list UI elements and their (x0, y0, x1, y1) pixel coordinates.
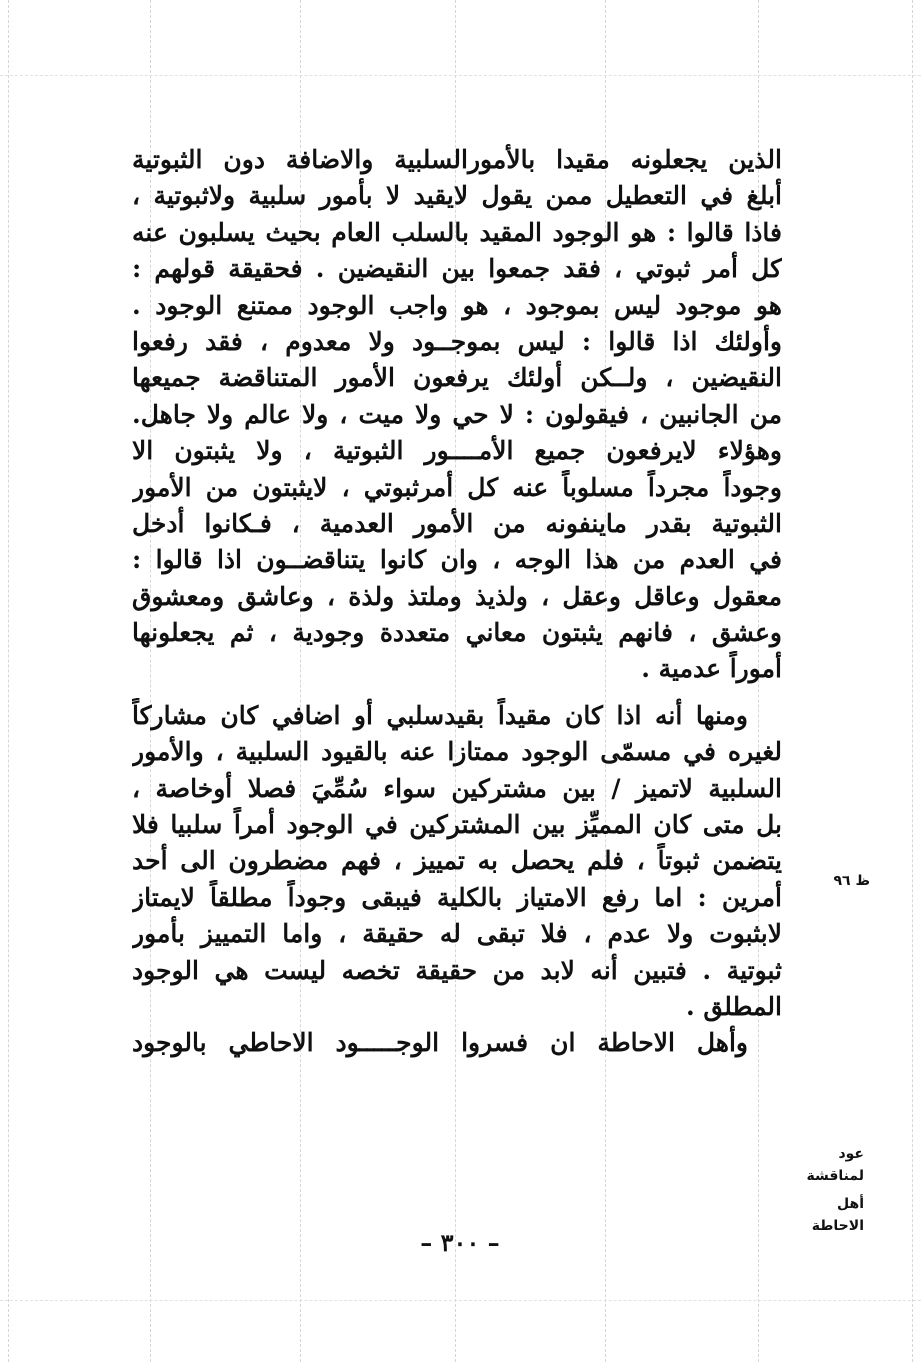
scan-gridline (912, 0, 913, 1362)
text-line: الذين يجعلونه مقيدا بالأمورالسلبية والاضافة دون الثبوتية (132, 145, 782, 174)
text-line: لابثبوت ولا عدم ، فلا تبقى له حقيقة ، واما التمييز بأمور (132, 919, 782, 949)
section-margin-note (792, 1143, 864, 1237)
text-line: هو موجود ليس بموجود ، هو واجب الوجود ممتنع الوجود . (132, 290, 782, 320)
body-text (132, 142, 782, 1062)
text-line: يتضمن ثبوتاً ، فلم يحصل به تمييز ، فهم مضطرون الى أحد (132, 846, 782, 876)
scan-gridline (0, 1300, 921, 1301)
text-line: وجوداً مجرداً مسلوباً عنه كل أمرثبوتي ، لايثبتون من الأمور (132, 472, 782, 502)
text-line: كل أمر ثبوتي ، فقد جمعوا بين النقيضين . فحقيقة قولهم : (132, 254, 782, 284)
text-line: أبلغ في التعطيل ممن يقول لايقيد لا بأمور سلبية ولاثبوتية ، (132, 181, 782, 211)
folio-margin-note (808, 870, 870, 892)
text-line: فاذا قالوا : هو الوجود المقيد بالسلب العام بحيث يسلبون عنه (132, 217, 782, 247)
text-line: ثبوتية . فتبين أنه لابد من حقيقة تخصه ليست هي الوجود (132, 955, 782, 985)
text-line: أموراً عدمية . (641, 654, 782, 684)
paragraph-gap (132, 688, 782, 698)
text-line: المطلق . (685, 991, 782, 1021)
text-line: وأولئك اذا قالوا : ليس بموجــود ولا معدوم ، فقد رفعوا (132, 326, 782, 356)
scan-gridline (0, 75, 921, 76)
text-line: وعشق ، فانهم يثبتون معاني متعددة وجودية ، ثم يجعلونها (132, 618, 782, 648)
text-line: النقيضين ، ولــكن أولئك يرفعون الأمور المتناقضة جميعها (132, 363, 782, 393)
text-line: بل متى كان المميِّز بين المشتركين في الوجود أمراً سلبيا فلا (132, 810, 782, 840)
text-line: معقول وعاقل وعقل ، ولذيذ وملتذ ولذة ، وعاشق ومعشوق (132, 581, 782, 611)
text-line: وأهل الاحاطة ان فسروا الوجـــــود الاحاطي بالوجود (132, 1028, 748, 1058)
scan-gridline (8, 0, 9, 1362)
page-number: – ٣٠٠ – (420, 1228, 500, 1257)
text-line: ومنها أنه اذا كان مقيداً بقيدسلبي أو اضافي كان مشاركاً (132, 700, 748, 730)
text-line: لغيره في مسمّى الوجود ممتازا عنه بالقيود السلبية ، والأمور (132, 737, 782, 767)
text-line: الثبوتية بقدر ماينفونه من الأمور العدمية ، فـكانوا أدخل (132, 508, 782, 538)
section-note-line: أهل الاحاطة (811, 1196, 864, 1234)
section-note-line: عود لمناقشة (806, 1146, 864, 1184)
text-line: في العدم من هذا الوجه ، وان كانوا يتناقضــون اذا قالوا : (132, 545, 782, 575)
text-line: أمرين : اما رفع الامتياز بالكلية فيبقى وجوداً مطلقاً لايمتاز (132, 882, 782, 912)
text-line: وهؤلاء لايرفعون جميع الأمــــور الثبوتية ، ولا يثبتون الا (132, 436, 782, 466)
text-line: من الجانبين ، فيقولون : لا حي ولا ميت ، ولا عالم ولا جاهل. (132, 399, 782, 429)
text-line: السلبية لاتميز / بين مشتركين سواء سُمِّيَ فصلا أوخاصة ، (132, 773, 782, 803)
folio-label: ظ ٩٦ (833, 873, 870, 889)
